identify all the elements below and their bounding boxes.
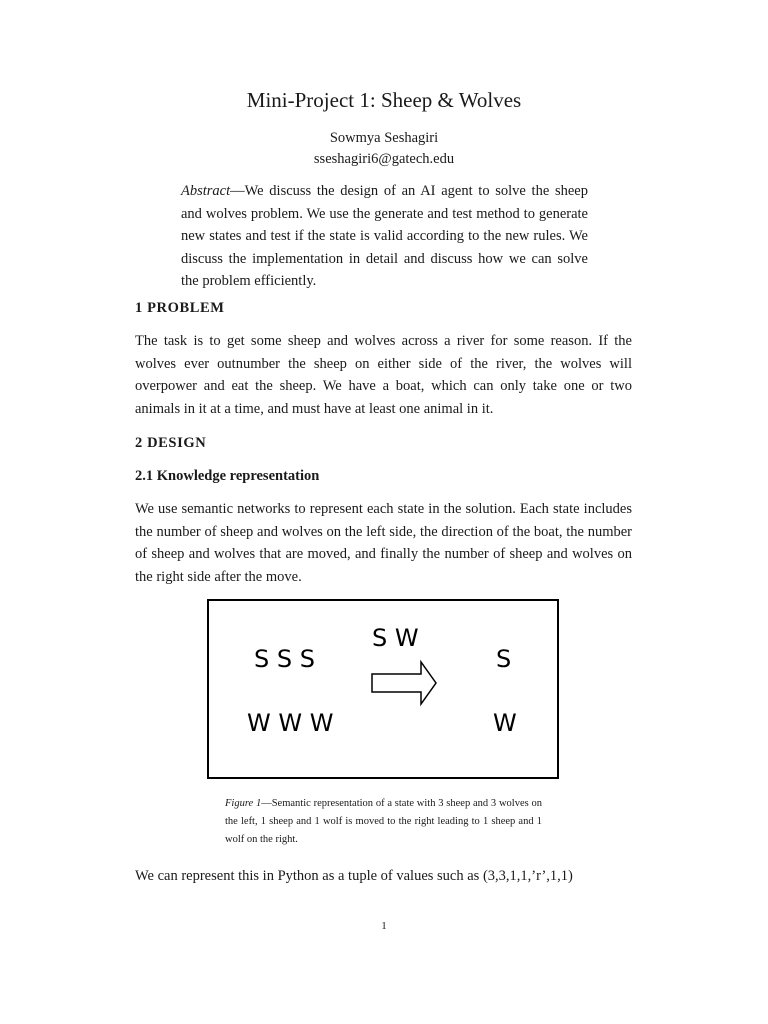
section-heading-problem: 1 PROBLEM (135, 300, 225, 316)
figure-right-sheep: S (496, 645, 512, 673)
knowledge-paragraph: We use semantic networks to represent each state in the solution. Each state includes the number of sheep and wolves on the left side, the direction of the boat, the number of sheep and wolves that are moved, and finally the number of sheep and wolves on the right side after the move. (135, 501, 632, 585)
python-representation-text: We can represent this in Python as a tuple of values such as (3,3,1,1,’r’,1,1) (135, 868, 573, 884)
figure-diagram (209, 601, 557, 777)
abstract (181, 180, 588, 293)
figure-left-wolves: W W W (247, 709, 334, 737)
paper-title: Mini-Project 1: Sheep & Wolves (246, 88, 522, 112)
right-arrow-icon (372, 662, 436, 704)
abstract-label: Abstract (181, 183, 231, 199)
figure-caption-label: Figure 1 (225, 798, 262, 809)
figure-caption-text: —Semantic representation of a state with 3 sheep and 3 wolves on the left, 1 sheep and 1 wolf is moved to the right leading to 1 sheep and 1 wolf on the right. (225, 798, 542, 845)
figure-right-wolves: W (493, 709, 517, 737)
author-email: sseshagiri6@gatech.edu (313, 151, 455, 167)
abstract-text: —We discuss the design of an AI agent to solve the sheep and wolves problem. We use the generate and test method to generate new states and test if the state is valid according to the new rules. We discuss the implementation in detail and discuss how we can solve the problem efficiently. (181, 183, 588, 289)
figure-caption (225, 795, 542, 849)
figure-moved-animals: S W (372, 624, 419, 652)
problem-paragraph: The task is to get some sheep and wolves across a river for some reason. If the wolves ever outnumber the sheep on either side of the river, the wolves will overpower and eat the sheep. We have a boat, which can only take one or two animals in it at a time, and must have at least one animal in it. (135, 333, 632, 417)
figure-1 (207, 599, 559, 779)
section-heading-design: 2 DESIGN (135, 435, 207, 451)
subsection-heading-knowledge: 2.1 Knowledge representation (135, 468, 320, 484)
figure-left-sheep: S S S (254, 645, 315, 673)
author-name: Sowmya Seshagiri (329, 130, 439, 146)
page-number: 1 (381, 920, 387, 932)
